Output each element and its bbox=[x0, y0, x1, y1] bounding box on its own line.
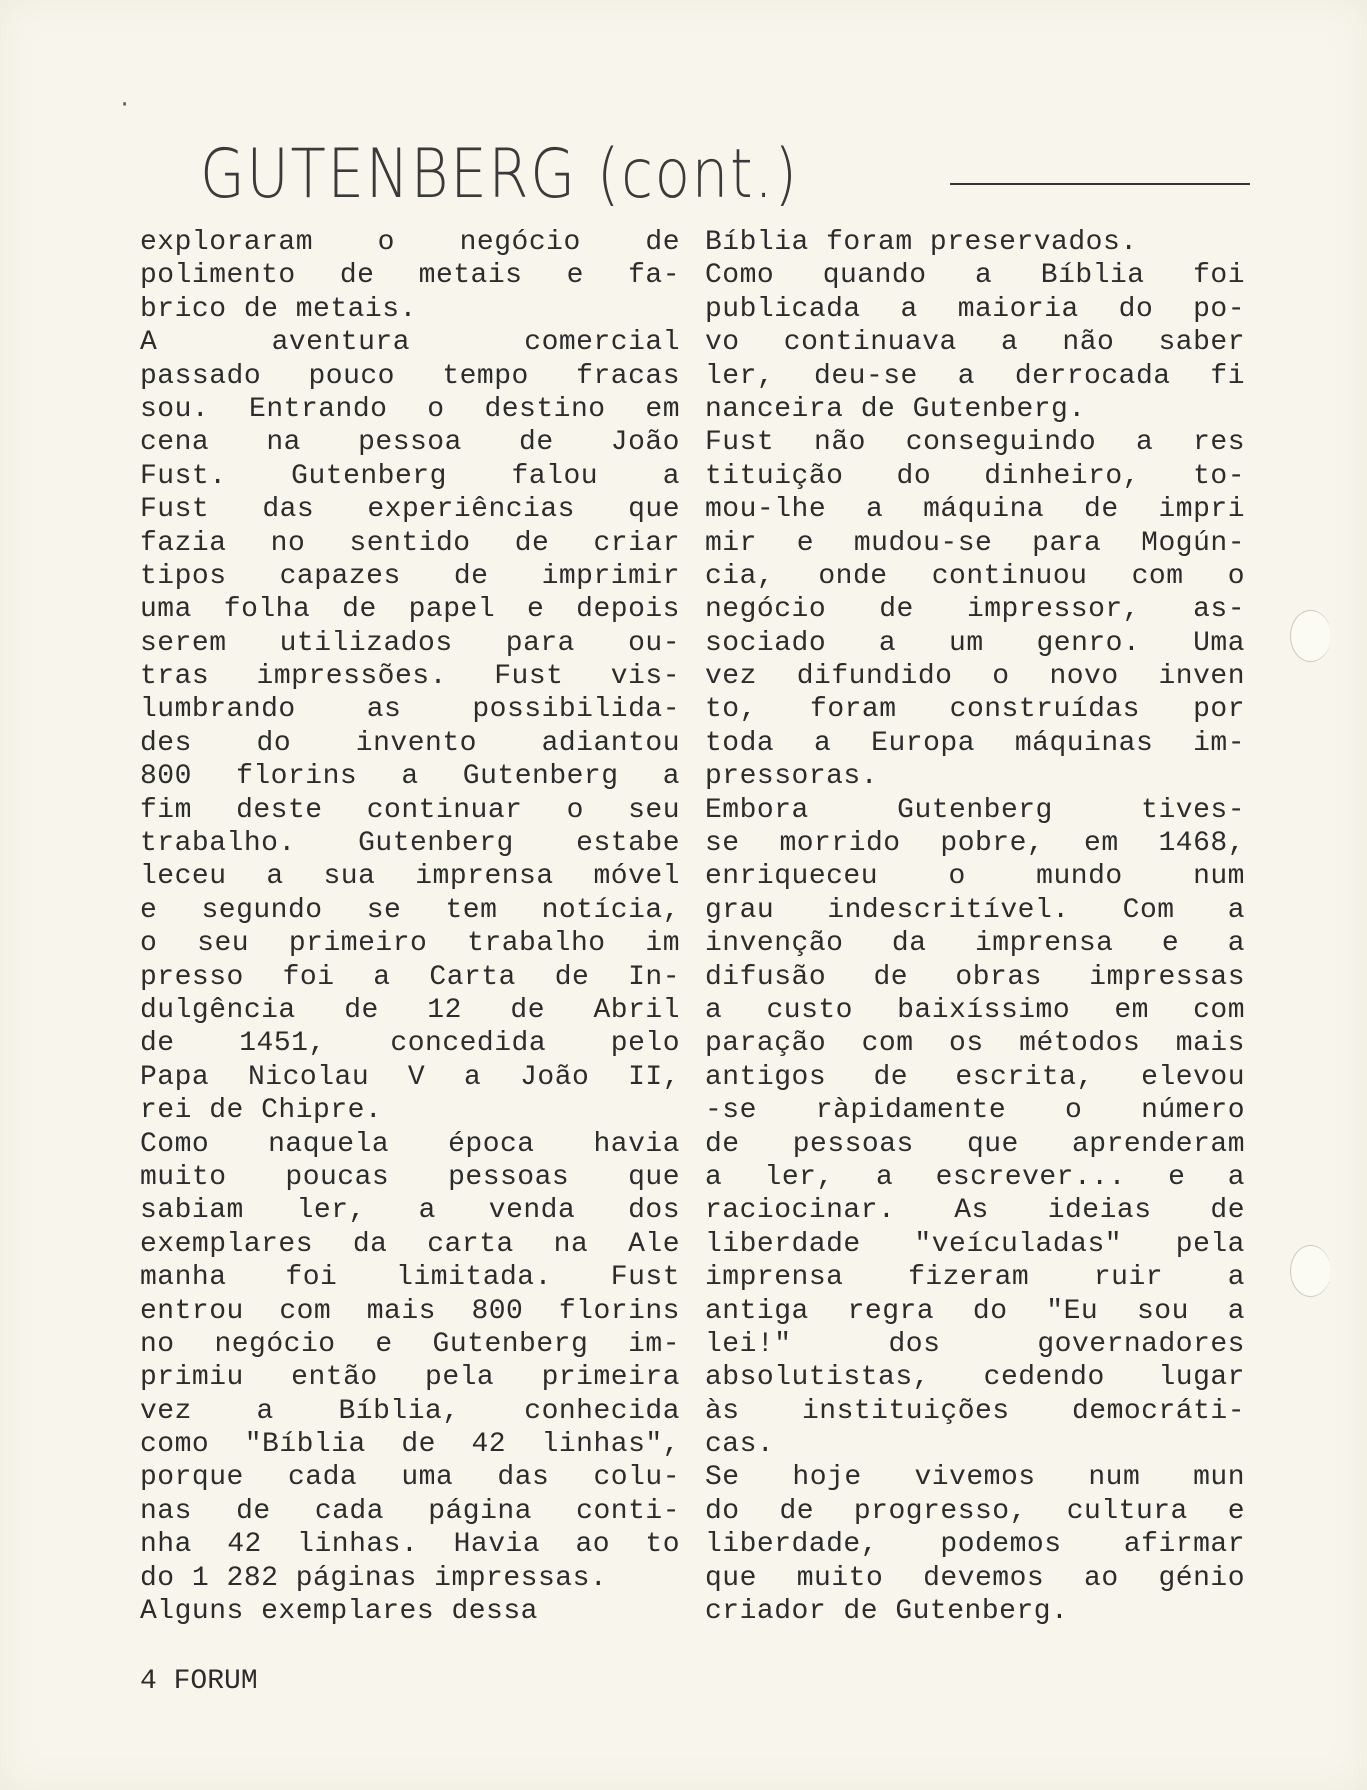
text-line: paração com os métodos mais bbox=[705, 1028, 1245, 1060]
text-line: grau indescritível. Com a bbox=[705, 894, 1245, 926]
text-line: liberdade "veículadas" pela bbox=[705, 1228, 1245, 1260]
text-line: presso foi a Carta de In- bbox=[140, 961, 680, 993]
text-line: primiu então pela primeira bbox=[140, 1362, 680, 1394]
text-line: des do invento adiantou bbox=[140, 727, 680, 759]
text-line: pressoras. bbox=[705, 761, 879, 793]
text-line: serem utilizados para ou- bbox=[140, 627, 680, 659]
article-title: GUTENBERG (cont.) bbox=[200, 135, 799, 214]
text-line: exploraram o negócio de bbox=[140, 227, 680, 258]
text-line: raciocinar. As ideias de bbox=[705, 1195, 1245, 1227]
text-line: uma folha de papel e depois bbox=[140, 594, 680, 626]
text-line: sociado a um genro. Uma bbox=[705, 627, 1245, 659]
text-line: cia, onde continuou com o bbox=[705, 560, 1245, 592]
text-line: liberdade, podemos afirmar bbox=[705, 1529, 1245, 1561]
text-line: passado pouco tempo fracas bbox=[140, 360, 680, 392]
text-line: nanceira de Gutenberg. bbox=[705, 393, 1086, 425]
text-line: publicada a maioria do po- bbox=[705, 293, 1245, 325]
article-header bbox=[200, 135, 1250, 225]
text-line: do de progresso, cultura e bbox=[705, 1495, 1245, 1527]
text-line: tipos capazes de imprimir bbox=[140, 560, 680, 592]
punch-hole bbox=[1290, 610, 1331, 662]
text-line: de 1451, concedida pelo bbox=[140, 1028, 680, 1060]
text-line: brico de metais. bbox=[140, 293, 417, 325]
text-line: se morrido pobre, em 1468, bbox=[705, 828, 1245, 860]
text-line: rei de Chipre. bbox=[140, 1095, 383, 1127]
text-line: Fust não conseguindo a res bbox=[705, 427, 1245, 459]
right-column bbox=[705, 226, 1245, 1628]
text-line: o seu primeiro trabalho im bbox=[140, 928, 680, 960]
text-line: vo continuava a não saber bbox=[705, 327, 1245, 359]
text-line: do 1 282 páginas impressas. bbox=[140, 1562, 608, 1594]
text-line: 800 florins a Gutenberg a bbox=[140, 761, 680, 793]
text-line: Papa Nicolau V a João II, bbox=[140, 1061, 680, 1093]
text-line: de pessoas que aprenderam bbox=[705, 1128, 1245, 1160]
text-line: imprensa fizeram ruir a bbox=[705, 1262, 1245, 1294]
text-line: entrou com mais 800 florins bbox=[140, 1295, 680, 1327]
text-line: às instituições democráti- bbox=[705, 1395, 1245, 1427]
stray-mark: · bbox=[118, 92, 132, 117]
text-line: Como quando a Bíblia foi bbox=[705, 260, 1245, 292]
text-line: Embora Gutenberg tives- bbox=[705, 794, 1245, 826]
title-rule bbox=[950, 183, 1250, 185]
text-line: lumbrando as possibilida- bbox=[140, 694, 680, 726]
text-line: dulgência de 12 de Abril bbox=[140, 994, 680, 1026]
text-line: A aventura comercial bbox=[140, 327, 680, 359]
text-line: lei!" dos governadores bbox=[705, 1328, 1245, 1360]
text-line: nha 42 linhas. Havia ao to bbox=[140, 1529, 680, 1561]
text-line: antiga regra do "Eu sou a bbox=[705, 1295, 1245, 1327]
text-line: que muito devemos ao génio bbox=[705, 1562, 1245, 1594]
text-line: invenção da imprensa e a bbox=[705, 928, 1245, 960]
text-line: tras impressões. Fust vis- bbox=[140, 661, 680, 693]
text-line: difusão de obras impressas bbox=[705, 961, 1245, 993]
text-line: leceu a sua imprensa móvel bbox=[140, 861, 680, 893]
text-line: muito poucas pessoas que bbox=[140, 1161, 680, 1193]
text-line: cas. bbox=[705, 1429, 775, 1461]
text-line: Fust das experiências que bbox=[140, 494, 680, 526]
text-line: no negócio e Gutenberg im- bbox=[140, 1328, 680, 1360]
text-line: a custo baixíssimo em com bbox=[705, 994, 1245, 1026]
text-line: negócio de impressor, as- bbox=[705, 594, 1245, 626]
text-line: toda a Europa máquinas im- bbox=[705, 727, 1245, 759]
left-column bbox=[140, 226, 680, 1628]
text-line: exemplares da carta na Ale bbox=[140, 1228, 680, 1260]
text-line: e segundo se tem notícia, bbox=[140, 894, 680, 926]
text-line: mou-lhe a máquina de impri bbox=[705, 494, 1245, 526]
text-line: nas de cada página conti- bbox=[140, 1495, 680, 1527]
text-line: como "Bíblia de 42 linhas", bbox=[140, 1429, 680, 1461]
text-line: fim deste continuar o seu bbox=[140, 794, 680, 826]
text-line: cena na pessoa de João bbox=[140, 427, 680, 459]
text-line: Alguns exemplares dessa bbox=[140, 1596, 538, 1628]
text-line: vez difundido o novo inven bbox=[705, 661, 1245, 693]
text-line: to, foram construídas por bbox=[705, 694, 1245, 726]
text-line: Bíblia foram preservados. bbox=[705, 227, 1138, 258]
text-line: a ler, a escrever... e a bbox=[705, 1161, 1245, 1193]
text-line: Fust. Gutenberg falou a bbox=[140, 460, 680, 492]
page-footer: 4 FORUM bbox=[140, 1666, 258, 1697]
text-line: manha foi limitada. Fust bbox=[140, 1262, 680, 1294]
text-line: sabiam ler, a venda dos bbox=[140, 1195, 680, 1227]
text-line: enriqueceu o mundo num bbox=[705, 861, 1245, 893]
text-line: absolutistas, cedendo lugar bbox=[705, 1362, 1245, 1394]
text-line: polimento de metais e fa- bbox=[140, 260, 680, 292]
text-line: antigos de escrita, elevou bbox=[705, 1061, 1245, 1093]
text-line: ler, deu-se a derrocada fi bbox=[705, 360, 1245, 392]
text-line: -se ràpidamente o número bbox=[705, 1095, 1245, 1127]
text-line: Como naquela época havia bbox=[140, 1128, 680, 1160]
text-line: mir e mudou-se para Mogún- bbox=[705, 527, 1245, 559]
text-line: criador de Gutenberg. bbox=[705, 1596, 1069, 1628]
text-line: vez a Bíblia, conhecida bbox=[140, 1395, 680, 1427]
text-line: fazia no sentido de criar bbox=[140, 527, 680, 559]
text-line: tituição do dinheiro, to- bbox=[705, 460, 1245, 492]
text-line: sou. Entrando o destino em bbox=[140, 393, 680, 425]
punch-hole bbox=[1290, 1245, 1331, 1297]
text-line: trabalho. Gutenberg estabe bbox=[140, 828, 680, 860]
text-line: porque cada uma das colu- bbox=[140, 1462, 680, 1494]
text-line: Se hoje vivemos num mun bbox=[705, 1462, 1245, 1494]
